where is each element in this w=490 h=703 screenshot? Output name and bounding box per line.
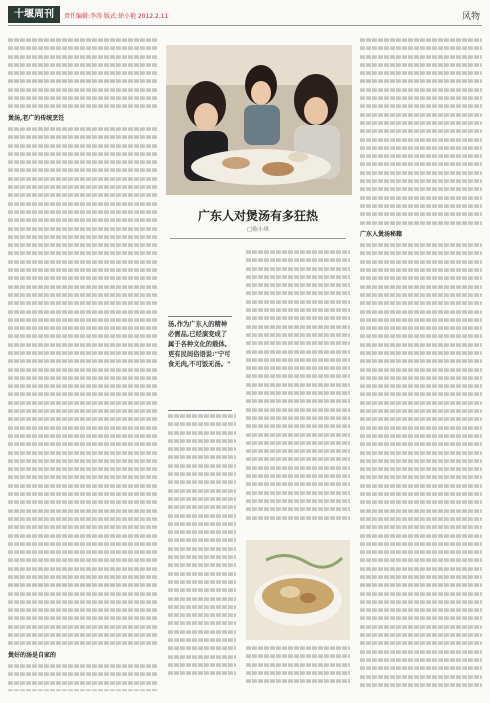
header-rule bbox=[8, 25, 482, 26]
diners-photo bbox=[166, 45, 352, 195]
newspaper-logo: 十堰周刊 bbox=[8, 6, 60, 23]
article-column-3 bbox=[168, 412, 236, 692]
pull-quote: 汤,作为广东人的精神必需品,已经演变成了属于各种文化的载体,更有民间俗语说:"宁可食无肉,不可饭无汤。" bbox=[168, 316, 232, 411]
article-title: 广东人对煲汤有多狂热 bbox=[197, 209, 318, 223]
page-header bbox=[0, 0, 490, 26]
title-divider bbox=[170, 238, 346, 239]
article-byline: □陈小琪 bbox=[247, 227, 269, 233]
article-column-2 bbox=[246, 248, 350, 533]
subhead-2: 广东人煲汤秘籍 bbox=[360, 230, 403, 238]
article-column-4 bbox=[360, 36, 482, 691]
article-column-1 bbox=[8, 36, 158, 691]
article-column-2b bbox=[246, 644, 350, 692]
soup-bowl-photo bbox=[246, 540, 350, 640]
section-title: 风物 bbox=[461, 12, 480, 22]
subhead-1: 煲汤,老广的传统烹饪 bbox=[8, 114, 65, 122]
subhead-3: 煲好的汤是自家的 bbox=[8, 651, 57, 659]
editor-credits: 责任编辑:李涛 版式:徐小艳 2012.2.11 bbox=[64, 13, 169, 20]
